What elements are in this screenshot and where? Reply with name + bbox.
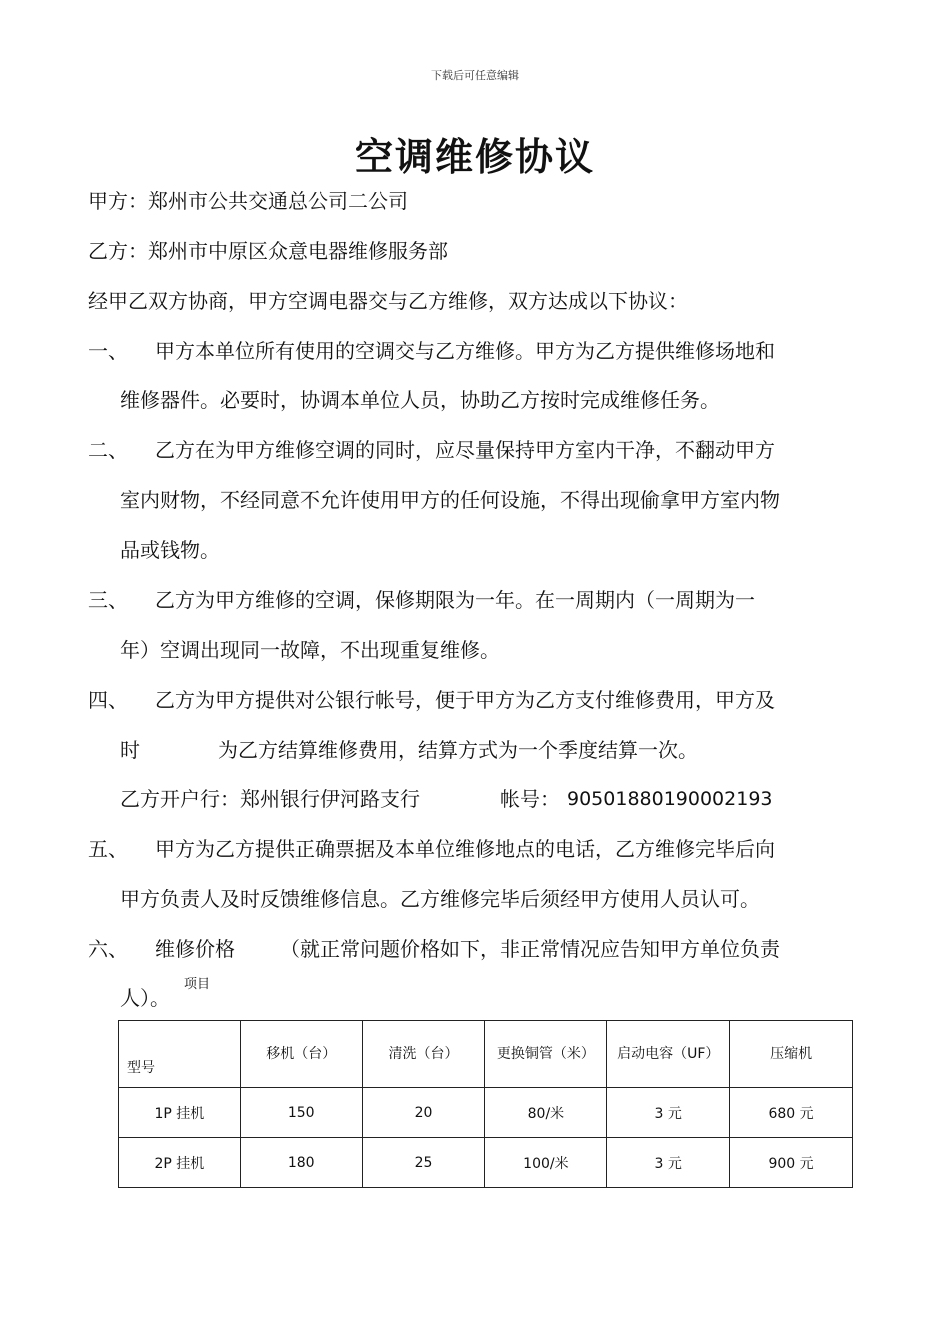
header-clean: 清洗（台） bbox=[362, 1021, 485, 1088]
clause-2-line-2: 室内财物，不经同意不允许使用甲方的任何设施，不得出现偷拿甲方室内物 bbox=[120, 488, 780, 512]
table-cell: 680 元 bbox=[730, 1088, 853, 1138]
clause-4-line-2a: 时 bbox=[120, 738, 140, 762]
table-cell-model: 1P 挂机 bbox=[119, 1088, 241, 1138]
table-corner-cell bbox=[119, 1021, 241, 1088]
header-compressor: 压缩机 bbox=[730, 1021, 853, 1088]
account-number: 90501880190002193 bbox=[567, 788, 773, 810]
table-cell: 3 元 bbox=[607, 1088, 730, 1138]
table-cell: 3 元 bbox=[607, 1138, 730, 1188]
clause-2-number: 二、 bbox=[88, 438, 128, 462]
clause-4-number: 四、 bbox=[88, 688, 128, 712]
clause-5-line-1: 甲方为乙方提供正确票据及本单位维修地点的电话，乙方维修完毕后向 bbox=[155, 837, 775, 861]
table-row bbox=[119, 1088, 853, 1138]
clause-3-line-1: 乙方为甲方维修的空调，保修期限为一年。在一周期内（一周期为一 bbox=[155, 588, 755, 612]
clause-4-line-1: 乙方为甲方提供对公银行帐号，便于甲方为乙方支付维修费用，甲方及 bbox=[155, 688, 775, 712]
table-corner-item-label: 项目 bbox=[184, 977, 211, 992]
table-cell: 25 bbox=[362, 1138, 485, 1188]
account-label: 帐号： bbox=[500, 787, 560, 811]
header-note: 下载后可任意编辑 bbox=[431, 69, 519, 82]
price-table bbox=[118, 1020, 853, 1188]
clause-6-line-2: 人）。 bbox=[120, 986, 170, 1010]
intro-text: 经甲乙双方协商，甲方空调电器交与乙方维修，双方达成以下协议： bbox=[88, 289, 688, 313]
party-b: 乙方：郑州市中原区众意电器维修服务部 bbox=[88, 239, 448, 263]
table-header-row bbox=[119, 1021, 853, 1088]
table-cell-model: 2P 挂机 bbox=[119, 1138, 241, 1188]
clause-6-line-1b: （就正常问题价格如下，非正常情况应告知甲方单位负责 bbox=[280, 937, 780, 961]
clause-2-line-3: 品或钱物。 bbox=[120, 538, 220, 562]
clause-6-line-1a: 维修价格 bbox=[155, 937, 235, 961]
clause-1-line-2: 维修器件。必要时，协调本单位人员，协助乙方按时完成维修任务。 bbox=[120, 388, 720, 412]
clause-2-line-1: 乙方在为甲方维修空调的同时，应尽量保持甲方室内干净，不翻动甲方 bbox=[155, 438, 775, 462]
clause-1-line-1: 甲方本单位所有使用的空调交与乙方维修。甲方为乙方提供维修场地和 bbox=[155, 339, 775, 363]
clause-5-number: 五、 bbox=[88, 837, 128, 861]
bank-name: 乙方开户行：郑州银行伊河路支行 bbox=[120, 787, 420, 811]
clause-5-line-2: 甲方负责人及时反馈维修信息。乙方维修完毕后须经甲方使用人员认可。 bbox=[120, 887, 760, 911]
table-cell: 20 bbox=[362, 1088, 485, 1138]
document-title: 空调维修协议 bbox=[354, 135, 595, 179]
header-copper-pipe: 更换铜管（米） bbox=[485, 1021, 607, 1088]
clause-1-number: 一、 bbox=[88, 339, 128, 363]
table-cell: 150 bbox=[240, 1088, 362, 1138]
table-cell: 180 bbox=[240, 1138, 362, 1188]
clause-3-line-2: 年）空调出现同一故障，不出现重复维修。 bbox=[120, 638, 500, 662]
table-corner-model-label: 型号 bbox=[127, 1060, 155, 1076]
table-cell: 100/米 bbox=[485, 1138, 607, 1188]
clause-3-number: 三、 bbox=[88, 588, 128, 612]
table-cell: 900 元 bbox=[730, 1138, 853, 1188]
clause-4-line-2b: 为乙方结算维修费用，结算方式为一个季度结算一次。 bbox=[218, 738, 698, 762]
table-cell: 80/米 bbox=[485, 1088, 607, 1138]
party-a: 甲方：郑州市公共交通总公司二公司 bbox=[88, 189, 408, 213]
clause-6-number: 六、 bbox=[88, 937, 128, 961]
table-row bbox=[119, 1138, 853, 1188]
header-move: 移机（台） bbox=[240, 1021, 362, 1088]
header-capacitor: 启动电容（UF） bbox=[607, 1021, 730, 1088]
